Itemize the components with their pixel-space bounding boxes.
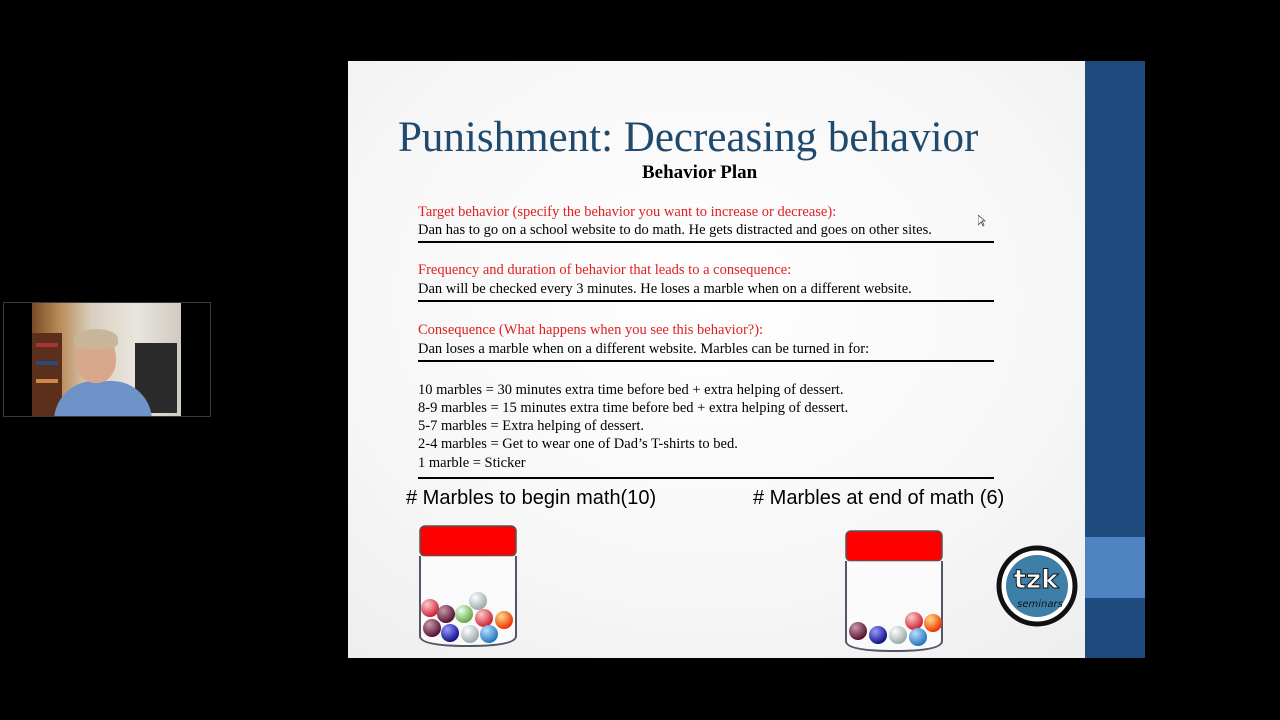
reward-item: 5-7 marbles = Extra helping of dessert.	[418, 418, 645, 434]
reward-item: 10 marbles = 30 minutes extra time before bed + extra helping of dessert.	[418, 382, 844, 398]
target-behavior-label: Target behavior (specify the behavior you want to increase or decrease):	[418, 204, 837, 220]
end-marbles-caption: # Marbles at end of math (6)	[753, 487, 1005, 509]
presentation-slide	[348, 61, 1145, 658]
marble-jar-end	[844, 529, 944, 655]
frequency-value: Dan will be checked every 3 minutes. He loses a marble when on a different website.	[418, 281, 912, 297]
slide-title: Punishment: Decreasing behavior	[398, 114, 979, 161]
target-behavior-value: Dan has to go on a school website to do math. He gets distracted and goes on other sites.	[418, 222, 932, 238]
reward-item: 8-9 marbles = 15 minutes extra time before bed + extra helping of dessert.	[418, 400, 849, 416]
slide-subtitle: Behavior Plan	[642, 162, 758, 183]
logo-top-text: tzk	[1013, 565, 1059, 595]
consequence-label: Consequence (What happens when you see this behavior?):	[418, 322, 764, 338]
presenter-webcam	[32, 303, 181, 416]
mouse-cursor-icon	[978, 214, 986, 232]
begin-marbles-caption: # Marbles to begin math(10)	[406, 487, 657, 509]
marble-jar-begin	[418, 524, 518, 650]
reward-item: 2-4 marbles = Get to wear one of Dad’s T-shirts to bed.	[418, 436, 738, 452]
logo-bottom-text: seminars	[1017, 599, 1063, 610]
divider	[418, 477, 994, 479]
tzk-seminars-logo	[996, 545, 1078, 627]
presenter-hair	[74, 329, 118, 349]
slide-side-bar-accent	[1085, 537, 1145, 598]
reward-item: 1 marble = Sticker	[418, 455, 526, 471]
frequency-label: Frequency and duration of behavior that leads to a consequence:	[418, 262, 792, 278]
divider	[418, 360, 994, 362]
divider	[418, 241, 994, 243]
divider	[418, 300, 994, 302]
consequence-value: Dan loses a marble when on a different website. Marbles can be turned in for:	[418, 341, 870, 357]
